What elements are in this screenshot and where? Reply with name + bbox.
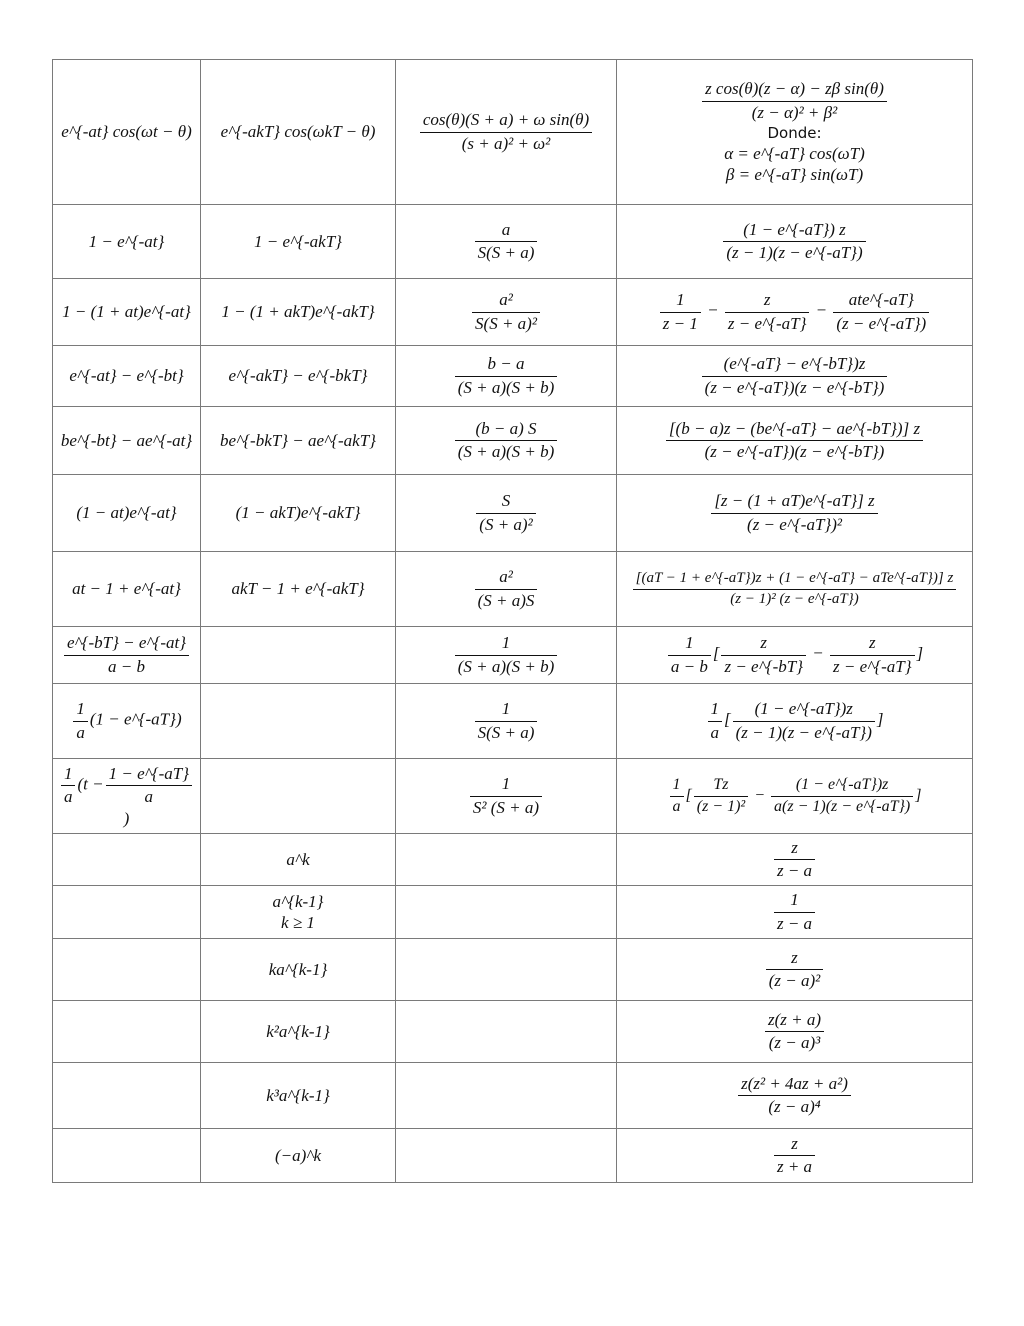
laplace-transform-cell [396, 60, 617, 205]
z-transform-cell [617, 834, 973, 886]
z-fraction: $\frac{z}{z - a}$ [774, 837, 815, 882]
discrete-condition: k ≥ 1 [281, 913, 315, 932]
discrete-function-cell [201, 627, 396, 684]
discrete-function-cell: k³a^{k-1} [201, 1063, 396, 1129]
z-fraction: $\frac{[(b - a)z - (be\^{}\{-aT\} - ae\^{}\{-bT\})] z}{(z - e\^{}\{-aT\})(z - e\^{}\{-bT\})}$ [666, 418, 923, 463]
time-function-cell: e^{-at} cos(ωt − θ) [53, 60, 201, 205]
laplace-transform-cell [396, 346, 617, 407]
table-row [53, 205, 973, 279]
z-term-1: $\frac{z}{z - e\^{}\{-bT\}}$ [721, 632, 806, 677]
discrete-function-cell: k²a^{k-1} [201, 1001, 396, 1063]
z-transform-cell [617, 205, 973, 279]
z-transform-cell: $\frac{1}{z - 1}$ − $\frac{z}{z - e\^{}\{-aT\}}$ − $\frac{\text{ate\textasciicircum{}\{-aT\}}}{(z - e\^{}\{-aT\})}$ [617, 279, 973, 346]
table-row [53, 834, 973, 886]
table-row [53, 627, 973, 684]
z-transform-cell [617, 886, 973, 939]
time-function-cell [53, 939, 201, 1001]
z-prefactor: $\frac{1}{a}$ [670, 775, 684, 818]
z-transform-cell: $\frac{1}{a}$ [ $\frac{(1 - e\^{}\{-aT\})z}{(z - 1)(z - e\^{}\{-aT\})}$ ] [617, 684, 973, 759]
z-prefactor: $\frac{1}{a}$ [708, 698, 723, 743]
z-term-3: $\frac{\text{ate\textasciicircum{}\{-aT\}}}{(z - e\^{}\{-aT\})}$ [833, 289, 929, 334]
discrete-function-cell: be^{-bkT} − ae^{-akT} [201, 407, 396, 475]
z-term-1: $\frac{Tz}{\text{(z − 1)²}}$ [694, 775, 748, 818]
z-term-2: $\frac{(1 - e\^{}\{-aT\})z}{a(z - 1)(z - e\^{}\{-aT\})}$ [771, 775, 913, 818]
laplace-fraction: $\frac{b - a}{(S + a)(S + b)}$ [455, 353, 558, 398]
z-note-alpha: α = e^{-aT} cos(ωT) [724, 144, 865, 164]
z-transform-cell [617, 407, 973, 475]
time-function-cell: e^{-at} − e^{-bt} [53, 346, 201, 407]
time-function-cell [53, 627, 201, 684]
laplace-transform-cell [396, 407, 617, 475]
z-fraction: $\frac{1}{z - a}$ [774, 889, 815, 934]
laplace-transform-cell [396, 886, 617, 939]
table-row [53, 1129, 973, 1183]
discrete-function-cell: akT − 1 + e^{-akT} [201, 552, 396, 627]
time-function-cell [53, 1001, 201, 1063]
time-function-cell [53, 886, 201, 939]
time-function-cell [53, 834, 201, 886]
discrete-function-cell: 1 − e^{-akT} [201, 205, 396, 279]
discrete-function-cell: 1 − (1 + akT)e^{-akT} [201, 279, 396, 346]
z-transform-cell [617, 1001, 973, 1063]
time-fraction: $\frac{e\^{}\{-bT\} - e\^{}\{-at\}}{a - b}$ [64, 632, 189, 677]
laplace-fraction: $\frac{\text{a²}}{\text{S(S + a)²}}$ [472, 289, 540, 334]
z-transform-cell: $\frac{1}{a - b}$ [ $\frac{z}{z - e\^{}\{-bT\}}$ − $\frac{z}{z - e\^{}\{-aT\}}$ ] [617, 627, 973, 684]
z-transform-cell [617, 346, 973, 407]
laplace-transform-cell [396, 939, 617, 1001]
z-transform-cell: $\frac{1}{a}$ [ $\frac{Tz}{\text{(z − 1)²}}$ − $\frac{(1 - e\^{}\{-aT\})z}{a(z - 1)(z - e\^{}\{-aT\})}$ ] [617, 759, 973, 834]
laplace-fraction: $\frac{\text{cos(θ)(S + a) + ω sin(θ)}}{\text{(s + a)² + ω²}}$ [420, 109, 592, 154]
laplace-fraction: $\frac{1}{(S + a)(S + b)}$ [455, 632, 558, 677]
z-term-1: $\frac{1}{z - 1}$ [660, 289, 701, 334]
z-transform-cell [617, 552, 973, 627]
z-fraction: $\frac{(1 - e\^{}\{-aT\})z}{(z - 1)(z - e\^{}\{-aT\})}$ [733, 698, 875, 743]
laplace-transform-cell [396, 1001, 617, 1063]
laplace-fraction: $\frac{S}{\text{(S + a)²}}$ [476, 490, 535, 535]
z-transform-table [52, 59, 973, 1183]
table-row [53, 60, 973, 205]
table-row [53, 407, 973, 475]
time-prefactor: $\frac{1}{a}$ [73, 698, 88, 743]
table-row [53, 684, 973, 759]
transform-table-page [52, 59, 972, 1183]
table-row [53, 886, 973, 939]
table-row [53, 1063, 973, 1129]
laplace-transform-cell [396, 684, 617, 759]
laplace-transform-cell [396, 475, 617, 552]
z-transform-cell [617, 939, 973, 1001]
table-row [53, 475, 973, 552]
time-function-cell: 1 − (1 + at)e^{-at} [53, 279, 201, 346]
laplace-fraction: $\frac{1}{S(S + a)}$ [475, 698, 538, 743]
laplace-transform-cell [396, 1129, 617, 1183]
discrete-function-cell: e^{-akT} − e^{-bkT} [201, 346, 396, 407]
z-note-label: Donde: [767, 123, 822, 142]
laplace-transform-cell [396, 279, 617, 346]
z-transform-cell [617, 1129, 973, 1183]
discrete-function-cell: a^{k-1} k ≥ 1 [201, 886, 396, 939]
time-function-cell: be^{-bt} − ae^{-at} [53, 407, 201, 475]
z-note-beta: β = e^{-aT} sin(ωT) [725, 165, 864, 185]
z-prefactor: $\frac{1}{a - b}$ [668, 632, 711, 677]
table-row [53, 759, 973, 834]
z-fraction: $\frac{[z - (1 + aT)e\^{}\{-aT\}] z}{\text{(z − e\textasciicircum{}\{-aT\})²}}$ [711, 490, 877, 535]
laplace-fraction: $\frac{a}{S(S + a)}$ [475, 219, 538, 264]
z-transform-cell [617, 1063, 973, 1129]
z-fraction: $\frac{\text{[(aT − 1 + e\textasciicircum{}\{-aT\})z + (1 − e\textasciicircum{}\{-aT\} − aTe\textasciicircum{}\{-aT\})] z}}{\text{(z − 1)² (z − e\textasciicircum{}\{-aT\})}}$ [633, 569, 957, 609]
table-row [53, 552, 973, 627]
time-function-cell: $\frac{1}{a}$ (1 − e^{-aT}) [53, 684, 201, 759]
discrete-function-cell [201, 684, 396, 759]
z-fraction: $\frac{(e\^{}\{-aT\} - e\^{}\{-bT\})z}{(z - e\^{}\{-aT\})(z - e\^{}\{-bT\})}$ [702, 353, 888, 398]
z-term-2: $\frac{z}{z - e\^{}\{-aT\}}$ [830, 632, 915, 677]
z-transform-cell [617, 60, 973, 205]
laplace-fraction: $\frac{(b - a) S}{(S + a)(S + b)}$ [455, 418, 558, 463]
table-row [53, 939, 973, 1001]
z-fraction: $\frac{\text{z cos(θ)(z − α) − zβ sin(θ)}}{\text{(z − α)² + β²}}$ [702, 78, 887, 123]
z-fraction: $\frac{z}{z + a}$ [774, 1133, 815, 1178]
time-prefactor: $\frac{1}{a}$ [61, 763, 76, 808]
time-function-cell [53, 1063, 201, 1129]
discrete-function-cell: ka^{k-1} [201, 939, 396, 1001]
z-fraction: $\frac{z(z + a)}{\text{(z − a)³}}$ [765, 1009, 824, 1054]
discrete-function-cell: a^k [201, 834, 396, 886]
z-fraction: $\frac{(1 - e\^{}\{-aT\}) z}{(z - 1)(z - e\^{}\{-aT\})}$ [723, 219, 865, 264]
time-function-cell [53, 1129, 201, 1183]
z-transform-cell [617, 475, 973, 552]
discrete-function-cell: (1 − akT)e^{-akT} [201, 475, 396, 552]
laplace-transform-cell [396, 834, 617, 886]
table-row [53, 346, 973, 407]
discrete-function-cell: e^{-akT} cos(ωkT − θ) [201, 60, 396, 205]
laplace-fraction: $\frac{\text{a²}}{(S + a)S}$ [475, 566, 538, 611]
time-function-cell: at − 1 + e^{-at} [53, 552, 201, 627]
time-function-cell: (1 − at)e^{-at} [53, 475, 201, 552]
discrete-function-cell: (−a)^k [201, 1129, 396, 1183]
discrete-function-cell [201, 759, 396, 834]
laplace-fraction: $\frac{1}{\text{S² (S + a)}}$ [470, 773, 542, 818]
time-function-cell: $\frac{1}{a}$ (t − $\frac{1 - e\^{}\{-aT\}}{a}$ ) [53, 759, 201, 834]
table-row [53, 279, 973, 346]
z-fraction: $\frac{\text{z(z² + 4az + a²)}}{\text{(z − a)⁴}}$ [738, 1073, 851, 1118]
time-function-cell: 1 − e^{-at} [53, 205, 201, 279]
table-row [53, 1001, 973, 1063]
z-term-2: $\frac{z}{z - e\^{}\{-aT\}}$ [725, 289, 810, 334]
time-inner-fraction: $\frac{1 - e\^{}\{-aT\}}{a}$ [106, 763, 192, 808]
z-fraction: $\frac{z}{\text{(z − a)²}}$ [766, 947, 824, 992]
laplace-transform-cell [396, 627, 617, 684]
laplace-transform-cell [396, 552, 617, 627]
laplace-transform-cell [396, 205, 617, 279]
laplace-transform-cell [396, 1063, 617, 1129]
laplace-transform-cell [396, 759, 617, 834]
